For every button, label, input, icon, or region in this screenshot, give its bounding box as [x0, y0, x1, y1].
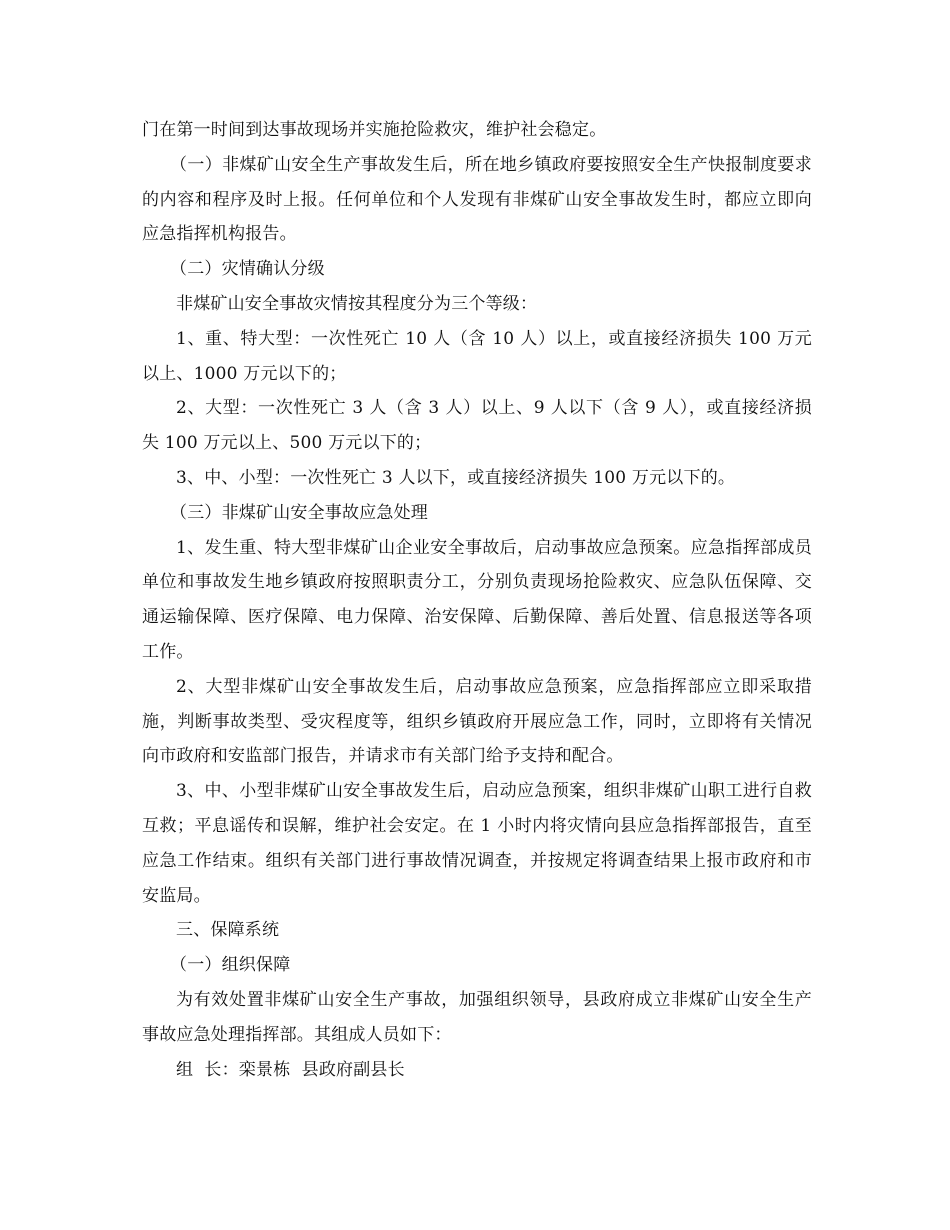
- paragraph-section-one: （一）非煤矿山安全生产事故发生后，所在地乡镇政府要按照安全生产快报制度要求的内容和程序及时上报。任何单位和个人发现有非煤矿山安全事故发生时，都应立即向应急指挥机构报告。: [142, 154, 812, 245]
- heading-emergency-handling: （三）非煤矿山安全事故应急处理: [170, 502, 428, 523]
- paragraph-level-large: 2、大型：一次性死亡 3 人（含 3 人）以上、9 人以下（含 9 人），或直接经济损失 100 万元以上、500 万元以下的；: [142, 398, 812, 454]
- heading-disaster-classification: （二）灾情确认分级: [170, 259, 325, 280]
- paragraph-handling-major: 1、发生重、特大型非煤矿山企业安全事故后，启动事故应急预案。应急指挥部成员单位和事故发生地乡镇政府按照职责分工，分别负责现场抢险救灾、应急队伍保障、交通运输保障、医疗保障、电力保障、治安保障、后勤保障、善后处置、信息报送等各项工作。: [142, 537, 812, 662]
- paragraph-team-leader: 组 长：栾景栋 县政府副县长: [176, 1059, 405, 1080]
- paragraph-level-major: 1、重、特大型：一次性死亡 10 人（含 10 人）以上，或直接经济损失 100 万元以上、1000 万元以下的；: [142, 328, 812, 384]
- paragraph-handling-small: 3、中、小型非煤矿山安全事故发生后，启动应急预案，组织非煤矿山职工进行自救互救；平息谣传和误解，维护社会安定。在 1 小时内将灾情向县应急指挥部报告，直至应急工作结束。组织有关部门进行事故情况调查，并按规定将调查结果上报市政府和市安监局。: [142, 781, 812, 906]
- paragraph-continuation: 门在第一时间到达事故现场并实施抢险救灾，维护社会稳定。: [142, 120, 607, 140]
- heading-support-system: 三、保障系统: [176, 920, 280, 941]
- document-body: [142, 113, 812, 1087]
- paragraph-classification-intro: 非煤矿山安全事故灾情按其程度分为三个等级：: [176, 293, 538, 314]
- paragraph-level-small: 3、中、小型：一次性死亡 3 人以下，或直接经济损失 100 万元以下的。: [176, 467, 736, 488]
- paragraph-handling-large: 2、大型非煤矿山安全事故发生后，启动事故应急预案，应急指挥部应立即采取措施，判断事故类型、受灾程度等，组织乡镇政府开展应急工作，同时，立即将有关情况向市政府和安监部门报告，并请求市有关部门给予支持和配合。: [142, 676, 812, 767]
- heading-organization-support: （一）组织保障: [170, 955, 291, 976]
- paragraph-organization: 为有效处置非煤矿山安全生产事故，加强组织领导，县政府成立非煤矿山安全生产事故应急处理指挥部。其组成人员如下：: [142, 989, 812, 1045]
